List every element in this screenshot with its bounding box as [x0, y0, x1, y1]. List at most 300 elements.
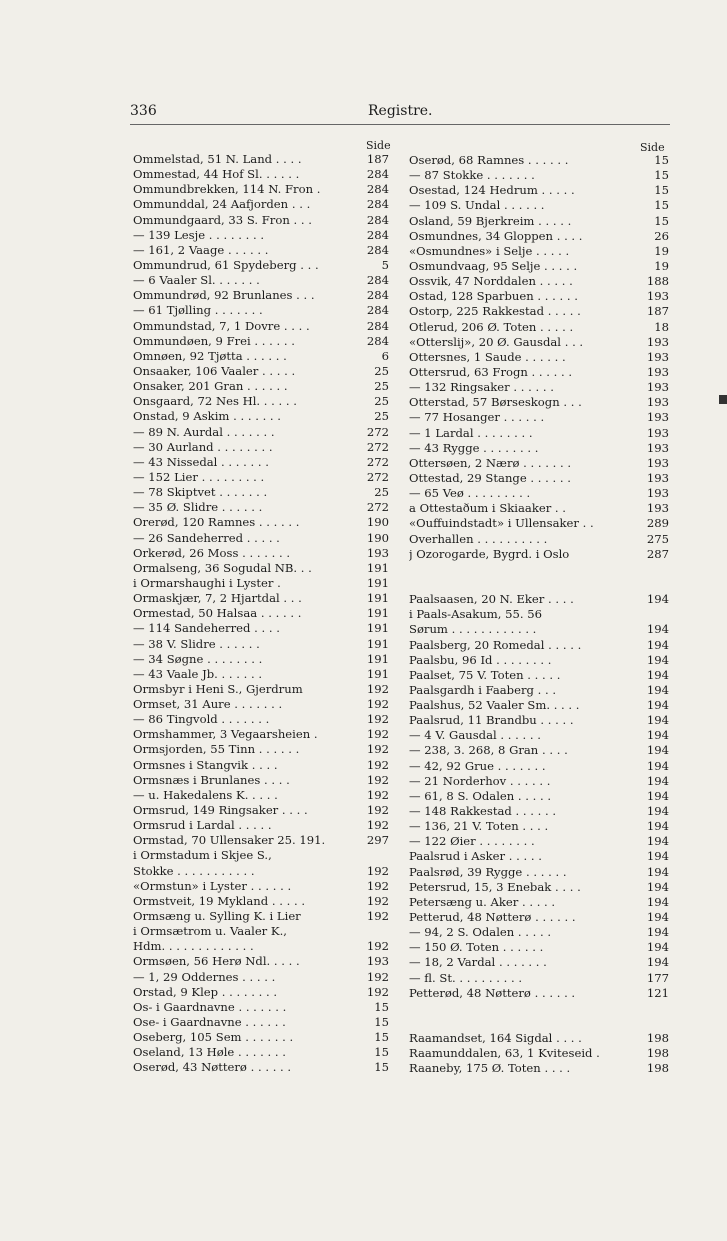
entry-text: i Ormsætrom u. Vaaler K.,: [133, 924, 287, 939]
entry-page: 18: [654, 319, 669, 334]
entry-page: 193: [646, 440, 669, 455]
entry-page: 192: [366, 787, 389, 802]
entry-text: Orstad, 9 Klep . . . . . . . .: [133, 984, 278, 999]
entry-text: Ormalseng, 36 Sogudal NB. . .: [133, 560, 312, 575]
left-column-heading: Side: [366, 139, 391, 152]
entry-page: 272: [366, 439, 389, 454]
entry-text: Onsaker, 201 Gran . . . . . .: [133, 379, 288, 394]
entry-page: [635, 1001, 669, 1016]
index-entry: [409, 577, 669, 592]
index-entry: [409, 198, 669, 213]
index-entry: [133, 349, 389, 364]
entry-text: — 114 Sandeherred . . . .: [133, 621, 280, 636]
entry-page: 194: [646, 864, 669, 879]
entry-text: Hdm. . . . . . . . . . . . .: [133, 939, 254, 954]
entry-page: 190: [366, 530, 389, 545]
index-entry: [133, 561, 389, 576]
entry-page: 272: [366, 500, 389, 515]
entry-text: — 4 V. Gausdal . . . . . .: [409, 728, 541, 743]
entry-page: 272: [366, 469, 389, 484]
entry-page: 194: [646, 925, 669, 940]
entry-text: — u. Hakedalens K. . . . .: [133, 787, 278, 802]
entry-page: 191: [366, 636, 389, 651]
entry-text: — 61 Tjølling . . . . . . .: [133, 303, 263, 318]
entry-text: — 43 Nissedal . . . . . . .: [133, 454, 269, 469]
index-entry: [409, 426, 669, 441]
entry-text: Osestad, 124 Hedrum . . . . .: [409, 183, 575, 198]
entry-page: 25: [374, 363, 389, 378]
entry-page: 193: [646, 349, 669, 364]
entry-text: — 94, 2 S. Odalen . . . . .: [409, 925, 552, 940]
entry-page: 192: [366, 878, 389, 893]
entry-text: Oserød, 68 Ramnes . . . . . .: [409, 153, 569, 167]
page-title: Registre.: [368, 103, 433, 119]
entry-page: 272: [366, 424, 389, 439]
entry-text: Oserød, 43 Nøtterø . . . . . .: [133, 1060, 292, 1075]
index-entry: [409, 501, 669, 516]
entry-text: Otterstad, 57 Børseskogn . . .: [409, 395, 582, 410]
index-entry: [133, 697, 389, 712]
index-entry: [133, 288, 389, 303]
index-entry: [409, 350, 669, 365]
entry-text: [409, 1001, 635, 1016]
entry-text: Ormsnæs i Brunlanes . . . .: [133, 772, 290, 787]
entry-page: 192: [366, 863, 389, 878]
entry-page: 192: [366, 697, 389, 712]
index-entry: [133, 243, 389, 258]
entry-page: 15: [654, 198, 669, 213]
index-entry: [409, 1031, 669, 1046]
entry-text: Ormsnes i Stangvik . . . .: [133, 757, 278, 772]
entry-page: 194: [646, 758, 669, 773]
entry-page: 198: [646, 1061, 669, 1076]
entry-text: Ormset, 31 Aure . . . . . . .: [133, 697, 283, 712]
entry-text: — 152 Lier . . . . . . . . .: [133, 469, 265, 484]
entry-page: 121: [646, 985, 669, 1000]
index-entry: [133, 818, 389, 833]
index-entry: [133, 197, 389, 212]
index-entry: [409, 895, 669, 910]
entry-page: 194: [646, 819, 669, 834]
entry-page: 15: [374, 1060, 389, 1075]
entry-text: Oseberg, 105 Sem . . . . . . .: [133, 1030, 294, 1045]
index-entry: [409, 562, 669, 577]
entry-text: [409, 1016, 635, 1031]
entry-text: Raamunddalen, 63, 1 Kviteseid .: [409, 1046, 600, 1061]
entry-page: 177: [646, 970, 669, 985]
entry-page: 19: [654, 258, 669, 273]
entry-text: Ommundrud, 61 Spydeberg . . .: [133, 257, 319, 272]
entry-page: 284: [366, 303, 389, 318]
index-entry: [409, 259, 669, 274]
entry-text: Onsaaker, 106 Vaaler . . . . .: [133, 363, 296, 378]
entry-text: — 89 N. Aurdal . . . . . . .: [133, 424, 275, 439]
entry-text: — 1, 29 Oddernes . . . . .: [133, 969, 276, 984]
entry-text: Ommelstad, 51 N. Land . . . .: [133, 152, 302, 166]
entry-text: — 87 Stokke . . . . . . .: [409, 168, 535, 183]
entry-text: Petterød, 48 Nøtterø . . . . . .: [409, 985, 576, 1000]
entry-text: Paalset, 75 V. Toten . . . . .: [409, 667, 561, 682]
entry-page: 192: [366, 772, 389, 787]
index-entry: [133, 152, 389, 167]
entry-text: — 42, 92 Grue . . . . . . .: [409, 758, 546, 773]
entry-text: — 65 Veø . . . . . . . . .: [409, 486, 531, 501]
index-entry: [409, 955, 669, 970]
entry-text: — fl. St. . . . . . . . . .: [409, 970, 523, 985]
entry-text: «Ouffuindstadt» i Ullensaker . .: [409, 516, 594, 531]
entry-text: «Osmundnes» i Selje . . . . .: [409, 243, 570, 258]
entry-text: — 6 Vaaler Sl. . . . . . .: [133, 273, 260, 288]
entry-page: 194: [646, 955, 669, 970]
entry-page: 192: [366, 757, 389, 772]
index-entry: [409, 456, 669, 471]
index-entry: [409, 168, 669, 183]
entry-page: 6: [381, 348, 389, 363]
entry-page: 192: [366, 681, 389, 696]
entry-page: 284: [366, 318, 389, 333]
index-entry: [409, 849, 669, 864]
index-entry: [409, 940, 669, 955]
left-index-column: [133, 152, 389, 1076]
entry-page: 289: [646, 516, 669, 531]
entry-page: 194: [646, 698, 669, 713]
entry-text: — 148 Rakkestad . . . . . .: [409, 804, 557, 819]
entry-text: Ommundrød, 92 Brunlanes . . .: [133, 288, 315, 303]
entry-text: — 43 Rygge . . . . . . . .: [409, 440, 539, 455]
entry-page: 194: [646, 682, 669, 697]
index-entry: [133, 1030, 389, 1045]
entry-text: — 61, 8 S. Odalen . . . . .: [409, 788, 552, 803]
entry-text: — 161, 2 Vaage . . . . . .: [133, 242, 269, 257]
entry-text: Ommundgaard, 33 S. Fron . . .: [133, 212, 312, 227]
index-entry: [409, 986, 669, 1001]
entry-text: Ossvik, 47 Norddalen . . . . .: [409, 274, 573, 289]
index-entry: [409, 865, 669, 880]
index-entry: [409, 638, 669, 653]
entry-text: Ottersrud, 63 Frogn . . . . . .: [409, 364, 573, 379]
entry-page: 284: [366, 167, 389, 182]
index-entry: [409, 910, 669, 925]
entry-text: Ormstad, 70 Ullensaker 25. 191.: [133, 833, 326, 848]
index-entry: [133, 1060, 389, 1075]
entry-page: [355, 848, 389, 863]
entry-text: Ormestad, 50 Halsaa . . . . . .: [133, 606, 302, 621]
index-entry: [133, 258, 389, 273]
entry-page: 193: [646, 501, 669, 516]
index-entry: [133, 833, 389, 848]
entry-text: Onstad, 9 Askim . . . . . . .: [133, 409, 281, 424]
index-entry: [133, 379, 389, 394]
entry-page: 191: [366, 560, 389, 575]
right-index-column: [409, 153, 669, 1077]
index-entry: [409, 1061, 669, 1076]
index-entry: [409, 320, 669, 335]
index-entry: [409, 365, 669, 380]
entry-text: Ostorp, 225 Rakkestad . . . . .: [409, 304, 581, 319]
entry-text: Ormsøen, 56 Herø Ndl. . . . .: [133, 954, 300, 969]
index-entry: [133, 485, 389, 500]
entry-page: [355, 924, 389, 939]
index-entry: [133, 273, 389, 288]
index-entry: [133, 621, 389, 636]
entry-page: 193: [646, 289, 669, 304]
entry-page: 193: [646, 395, 669, 410]
index-entry: [409, 532, 669, 547]
page-number: 336: [130, 103, 157, 119]
entry-page: 194: [646, 834, 669, 849]
entry-text: — 132 Ringsaker . . . . . .: [409, 380, 554, 395]
entry-page: [635, 1016, 669, 1031]
entry-text: — 30 Aurland . . . . . . . .: [133, 439, 273, 454]
entry-text: i Ormstadum i Skjee S.,: [133, 848, 272, 863]
entry-text: Paalsberg, 20 Romedal . . . . .: [409, 637, 582, 652]
header-rule: [130, 124, 670, 125]
entry-page: 194: [646, 667, 669, 682]
entry-page: 192: [366, 803, 389, 818]
entry-page: [635, 577, 669, 592]
entry-text: — 122 Øier . . . . . . . .: [409, 834, 535, 849]
index-entry: [409, 183, 669, 198]
index-entry: [409, 1046, 669, 1061]
index-entry: [133, 637, 389, 652]
entry-page: 193: [646, 334, 669, 349]
page-edge-mark: [719, 395, 727, 404]
index-entry: [409, 728, 669, 743]
index-entry: [133, 667, 389, 682]
entry-page: 15: [654, 153, 669, 167]
entry-text: — 109 S. Undal . . . . . .: [409, 198, 545, 213]
index-entry: [409, 516, 669, 531]
index-entry: [133, 470, 389, 485]
entry-text: Omnøen, 92 Tjøtta . . . . . .: [133, 348, 287, 363]
entry-page: 192: [366, 969, 389, 984]
entry-page: [635, 562, 669, 577]
entry-text: Ormstveit, 19 Mykland . . . . .: [133, 893, 306, 908]
entry-text: Ommundøen, 9 Frei . . . . . .: [133, 333, 295, 348]
entry-text: [409, 562, 635, 577]
index-entry: [133, 773, 389, 788]
entry-text: Paalsbu, 96 Id . . . . . . . .: [409, 652, 552, 667]
index-entry: [133, 1015, 389, 1030]
entry-text: Ottersøen, 2 Nærø . . . . . . .: [409, 455, 572, 470]
entry-text: Overhallen . . . . . . . . . .: [409, 531, 548, 546]
index-entry: [133, 742, 389, 757]
index-entry: [133, 803, 389, 818]
index-entry: [133, 848, 389, 863]
index-entry: [133, 319, 389, 334]
index-entry: [133, 425, 389, 440]
index-entry: [133, 167, 389, 182]
index-entry: [409, 471, 669, 486]
entry-page: 193: [646, 470, 669, 485]
entry-page: 192: [366, 742, 389, 757]
entry-text: Osmundvaag, 95 Selje . . . . .: [409, 258, 578, 273]
entry-text: — 238, 3. 268, 8 Gran . . . .: [409, 743, 568, 758]
entry-text: Paalshus, 52 Vaaler Sm. . . . .: [409, 698, 580, 713]
index-entry: [133, 939, 389, 954]
index-entry: [133, 985, 389, 1000]
entry-text: — 139 Lesje . . . . . . . .: [133, 227, 265, 242]
index-entry: [409, 774, 669, 789]
index-entry: [133, 788, 389, 803]
index-entry: [133, 758, 389, 773]
index-entry: [133, 894, 389, 909]
index-entry: [133, 228, 389, 243]
entry-page: 193: [646, 410, 669, 425]
index-entry: [409, 743, 669, 758]
entry-page: 194: [646, 622, 669, 637]
entry-text: Ormsrud, 149 Ringsaker . . . .: [133, 803, 308, 818]
entry-text: — 150 Ø. Toten . . . . . .: [409, 940, 544, 955]
entry-page: 192: [366, 818, 389, 833]
entry-page: 194: [646, 940, 669, 955]
entry-page: 192: [366, 909, 389, 924]
entry-text: «Otterslij», 20 Ø. Gausdal . . .: [409, 334, 584, 349]
index-entry: [133, 531, 389, 546]
entry-page: 192: [366, 893, 389, 908]
entry-page: 198: [646, 1046, 669, 1061]
entry-text: — 21 Norderhov . . . . . .: [409, 773, 551, 788]
index-entry: [409, 274, 669, 289]
entry-text: Paalsaasen, 20 N. Eker . . . .: [409, 592, 574, 607]
entry-text: Otlerud, 206 Ø. Toten . . . . .: [409, 319, 574, 334]
entry-page: 284: [366, 182, 389, 197]
entry-page: 193: [366, 545, 389, 560]
entry-text: — 77 Hosanger . . . . . .: [409, 410, 545, 425]
entry-page: 198: [646, 1031, 669, 1046]
entry-page: 190: [366, 515, 389, 530]
index-entry: [409, 683, 669, 698]
index-entry: [409, 698, 669, 713]
entry-page: 284: [366, 288, 389, 303]
entry-page: 193: [646, 380, 669, 395]
entry-text: «Ormstun» i Lyster . . . . . .: [133, 878, 292, 893]
entry-page: 191: [366, 666, 389, 681]
entry-page: 194: [646, 713, 669, 728]
entry-text: Os- i Gaardnavne . . . . . . .: [133, 999, 287, 1014]
entry-page: 194: [646, 743, 669, 758]
index-entry: [409, 653, 669, 668]
entry-page: 25: [374, 485, 389, 500]
entry-page: 188: [646, 274, 669, 289]
entry-page: 192: [366, 984, 389, 999]
index-entry: [409, 607, 669, 622]
index-entry: [409, 229, 669, 244]
entry-page: 25: [374, 409, 389, 424]
entry-page: 191: [366, 606, 389, 621]
entry-text: a Ottestaðum i Skiaaker . .: [409, 501, 566, 516]
entry-text: Ottersnes, 1 Saude . . . . . .: [409, 349, 566, 364]
index-entry: [409, 153, 669, 168]
index-entry: [409, 622, 669, 637]
index-entry: [133, 515, 389, 530]
entry-page: 15: [654, 213, 669, 228]
index-entry: [133, 1000, 389, 1015]
entry-text: Ommundstad, 7, 1 Dovre . . . .: [133, 318, 310, 333]
entry-text: Ormsjorden, 55 Tinn . . . . . .: [133, 742, 300, 757]
index-entry: [133, 440, 389, 455]
entry-text: Ormsæng u. Sylling K. i Lier: [133, 909, 301, 924]
entry-text: Osmundnes, 34 Gloppen . . . .: [409, 228, 583, 243]
index-entry: [133, 182, 389, 197]
entry-page: 19: [654, 243, 669, 258]
entry-text: Sørum . . . . . . . . . . . .: [409, 622, 537, 637]
entry-text: Ommestad, 44 Hof Sl. . . . . .: [133, 167, 300, 182]
entry-page: 194: [646, 910, 669, 925]
entry-text: Raaneby, 175 Ø. Toten . . . .: [409, 1061, 571, 1076]
entry-text: — 18, 2 Vardal . . . . . . .: [409, 955, 547, 970]
entry-page: 194: [646, 773, 669, 788]
index-entry: [133, 712, 389, 727]
index-entry: [133, 652, 389, 667]
entry-text: — 78 Skiptvet . . . . . . .: [133, 485, 268, 500]
entry-text: Ostad, 128 Sparbuen . . . . . .: [409, 289, 578, 304]
entry-page: 194: [646, 728, 669, 743]
index-entry: [409, 289, 669, 304]
entry-page: 187: [366, 152, 389, 166]
entry-page: 297: [366, 833, 389, 848]
entry-page: 25: [374, 394, 389, 409]
entry-page: 194: [646, 849, 669, 864]
entry-text: Petterud, 48 Nøtterø . . . . . .: [409, 910, 576, 925]
index-entry: [409, 441, 669, 456]
index-entry: [409, 789, 669, 804]
entry-text: Orkerød, 26 Moss . . . . . . .: [133, 545, 291, 560]
entry-page: 15: [654, 183, 669, 198]
index-entry: [133, 606, 389, 621]
entry-page: 194: [646, 788, 669, 803]
index-entry: [133, 455, 389, 470]
entry-text: j Ozorogarde, Bygrd. i Oslo: [409, 546, 570, 561]
index-entry: [409, 804, 669, 819]
index-entry: [133, 364, 389, 379]
index-entry: [133, 303, 389, 318]
entry-text: — 43 Vaale Jb. . . . . . .: [133, 666, 263, 681]
entry-page: 191: [366, 575, 389, 590]
entry-text: Osland, 59 Bjerkreim . . . . .: [409, 213, 572, 228]
entry-page: 193: [646, 364, 669, 379]
entry-page: 187: [646, 304, 669, 319]
index-entry: [409, 380, 669, 395]
entry-text: Ottestad, 29 Stange . . . . . .: [409, 470, 571, 485]
entry-page: 194: [646, 637, 669, 652]
entry-page: 26: [654, 228, 669, 243]
index-entry: [133, 500, 389, 515]
entry-text: Ommundbrekken, 114 N. Fron .: [133, 182, 321, 197]
entry-page: 192: [366, 939, 389, 954]
index-entry: [133, 409, 389, 424]
entry-text: Ommunddal, 24 Aafjorden . . .: [133, 197, 311, 212]
index-entry: [133, 213, 389, 228]
entry-page: 191: [366, 621, 389, 636]
index-entry: [133, 1045, 389, 1060]
index-entry: [133, 394, 389, 409]
entry-text: Stokke . . . . . . . . . . .: [133, 863, 255, 878]
entry-page: 5: [381, 257, 389, 272]
index-entry: [133, 924, 389, 939]
entry-page: 275: [646, 531, 669, 546]
index-entry: [133, 909, 389, 924]
index-entry: [133, 546, 389, 561]
entry-page: 192: [366, 712, 389, 727]
entry-text: — 1 Lardal . . . . . . . .: [409, 425, 533, 440]
entry-page: 15: [374, 999, 389, 1014]
index-entry: [409, 971, 669, 986]
index-entry: [409, 713, 669, 728]
entry-text: Paalsrød, 39 Rygge . . . . . .: [409, 864, 567, 879]
index-entry: [133, 864, 389, 879]
index-entry: [133, 682, 389, 697]
